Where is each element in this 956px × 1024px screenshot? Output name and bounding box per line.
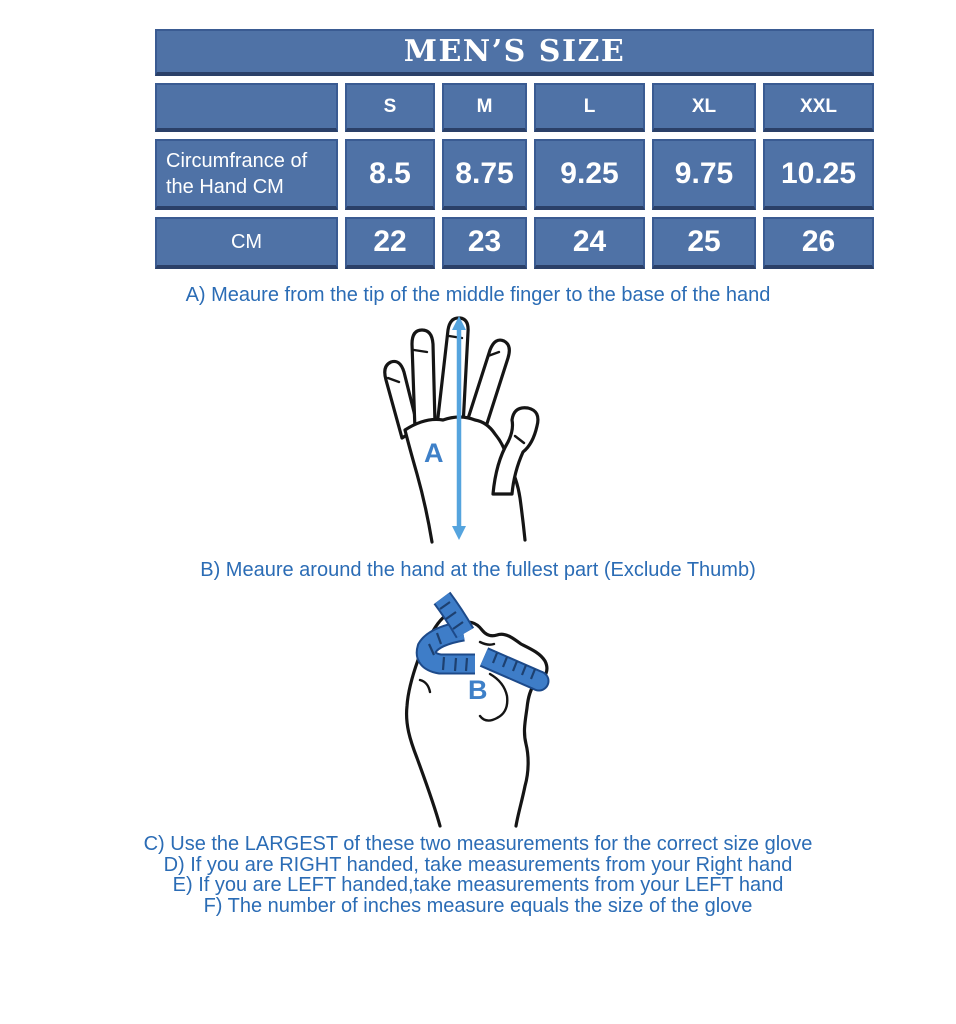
cm-value-xxl: 26	[763, 217, 874, 269]
label-b: B	[468, 675, 488, 705]
cm-value-l: 24	[534, 217, 645, 269]
corner-empty-cell	[155, 83, 338, 132]
instruction-block-cdef	[0, 834, 956, 916]
instruction-line-f: F) The number of inches measure equals the size of the glove	[203, 894, 753, 917]
col-header-xl: XL	[652, 83, 756, 132]
circumference-value-l: 9.25	[534, 139, 645, 210]
fist-diagram	[390, 586, 555, 828]
col-header-l: L	[534, 83, 645, 132]
mens-size-table	[155, 29, 877, 269]
circumference-value-m: 8.75	[442, 139, 527, 210]
circumference-value-s: 8.5	[345, 139, 435, 210]
instruction-line-a: A) Meaure from the tip of the middle finger to the base of the hand	[185, 284, 771, 306]
hand-outline-icon	[385, 318, 538, 542]
open-hand-diagram	[375, 314, 560, 546]
circumference-value-xl: 9.75	[652, 139, 756, 210]
row-label-circumference: Circumfrance of the Hand CM	[155, 139, 338, 210]
cm-value-s: 22	[345, 217, 435, 269]
table-title: MEN’S SIZE	[155, 29, 874, 76]
col-header-xxl: XXL	[763, 83, 874, 132]
cm-value-m: 23	[442, 217, 527, 269]
circumference-value-xxl: 10.25	[763, 139, 874, 210]
instruction-line-e: E) If you are LEFT handed,take measurements from your LEFT hand	[172, 874, 784, 897]
instruction-line-d: D) If you are RIGHT handed, take measurements from your Right hand	[163, 853, 793, 876]
cm-value-xl: 25	[652, 217, 756, 269]
col-header-s: S	[345, 83, 435, 132]
row-label-cm: CM	[155, 217, 338, 269]
col-header-m: M	[442, 83, 527, 132]
instruction-line-c: C) Use the LARGEST of these two measurements for the correct size glove	[143, 833, 813, 855]
instruction-line-b: B) Meaure around the hand at the fullest part (Exclude Thumb)	[200, 559, 756, 581]
label-a: A	[424, 438, 444, 468]
